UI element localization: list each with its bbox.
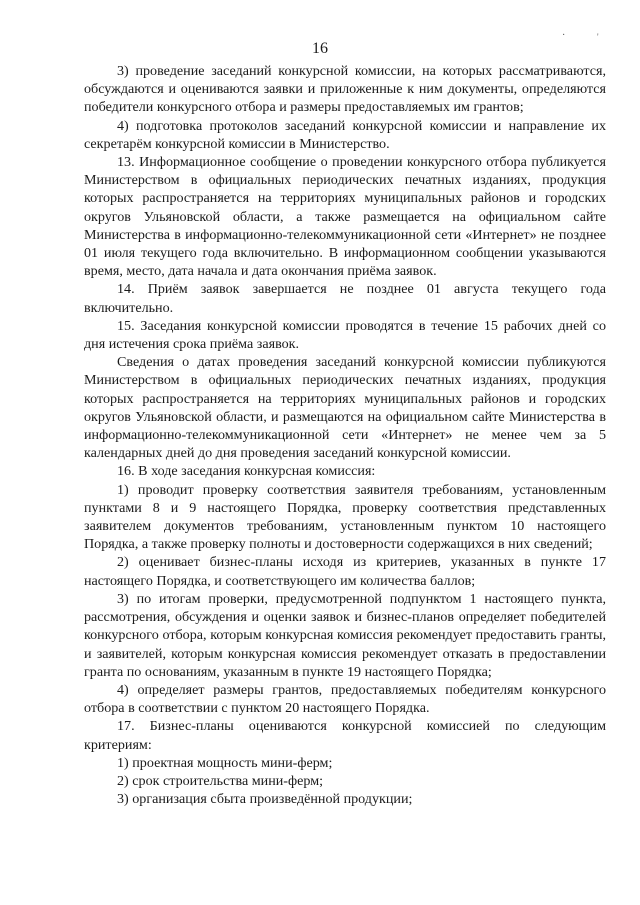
paragraph: 3) организация сбыта произведённой продукции; (117, 791, 413, 808)
paragraph: 17. Бизнес-планы оцениваются конкурсной комиссией по следующим критериям: (84, 718, 606, 753)
paragraph: 14. Приём заявок завершается не позднее 01 августа текущего года включительно. (84, 281, 606, 316)
paragraph: 2) оценивает бизнес-планы исходя из критериев, указанных в пункте 17 настоящего Порядка, и соответствующего им количества баллов; (84, 554, 606, 589)
paragraph: 15. Заседания конкурсной комиссии проводятся в течение 15 рабочих дней со дня истечения срока приёма заявок. (84, 317, 606, 353)
document-body (84, 62, 606, 808)
paragraph: 1) проводит проверку соответствия заявителя требованиям, установленным пунктами 8 и 9 настоящего Порядка, проверку соответствия представленных заявителем документов требованиям, установленным пунктом 10 настоящего Порядка, а также проверку полноты и достоверности содержащихся в них сведений; (84, 481, 606, 553)
corner-mark: · (562, 30, 566, 41)
paragraph: Сведения о датах проведения заседаний конкурсной комиссии публикуются Министерством в официальных периодических печатных изданиях, продукция которых распространяется на территориях муниципальных районов и городских округов Ульяновской области, и размещаются на официальном сайте Министерства в информационно-телекоммуникационной сети «Интернет» не менее чем за 5 календарных дней до дня проведения заседаний конкурсной комиссии. (84, 354, 606, 462)
paragraph: 16. В ходе заседания конкурсная комиссия: (117, 463, 376, 480)
paragraph: 2) срок строительства мини-ферм; (117, 772, 324, 789)
paragraph: 4) определяет размеры грантов, предоставляемых победителям конкурсного отбора в соответствии с пунктом 20 настоящего Порядка. (84, 681, 606, 717)
page-number: 16 (312, 40, 328, 57)
paragraph: 1) проектная мощность мини-ферм; (117, 754, 333, 771)
paragraph: 3) по итогам проверки, предусмотренной подпунктом 1 настоящего пункта, рассмотрения, обсуждения и оценки заявок и бизнес-планов определяет победителей конкурсного отбора, которым конкурсная комиссия рекомендует предоставить гранты, и заявителей, которым конкурсная комиссия рекомендует отказать в предоставлении гранта по основаниям, указанным в пункте 19 настоящего Порядка; (84, 590, 606, 680)
corner-mark: ' (597, 32, 599, 42)
paragraph: 13. Информационное сообщение о проведении конкурсного отбора публикуется Министерством в официальных периодических печатных изданиях, продукция которых распространяется на территориях муниципальных районов и городских округов Ульяновской области, а также размещается на официальном сайте Министерства в информационно-телекоммуникационной сети «Интернет» не позднее 01 июля текущего года включительно. В информационном сообщении указываются время, место, дата начала и дата окончания приёма заявок. (84, 154, 606, 280)
paragraph: 4) подготовка протоколов заседаний конкурсной комиссии и направление их секретарём конкурсной комиссии в Министерство. (84, 117, 606, 152)
paragraph: 3) проведение заседаний конкурсной комиссии, на которых рассматриваются, обсуждаются и оцениваются заявки и приложенные к ним документы, определяются победители конкурсного отбора и размеры предоставляемых им грантов; (84, 63, 606, 116)
